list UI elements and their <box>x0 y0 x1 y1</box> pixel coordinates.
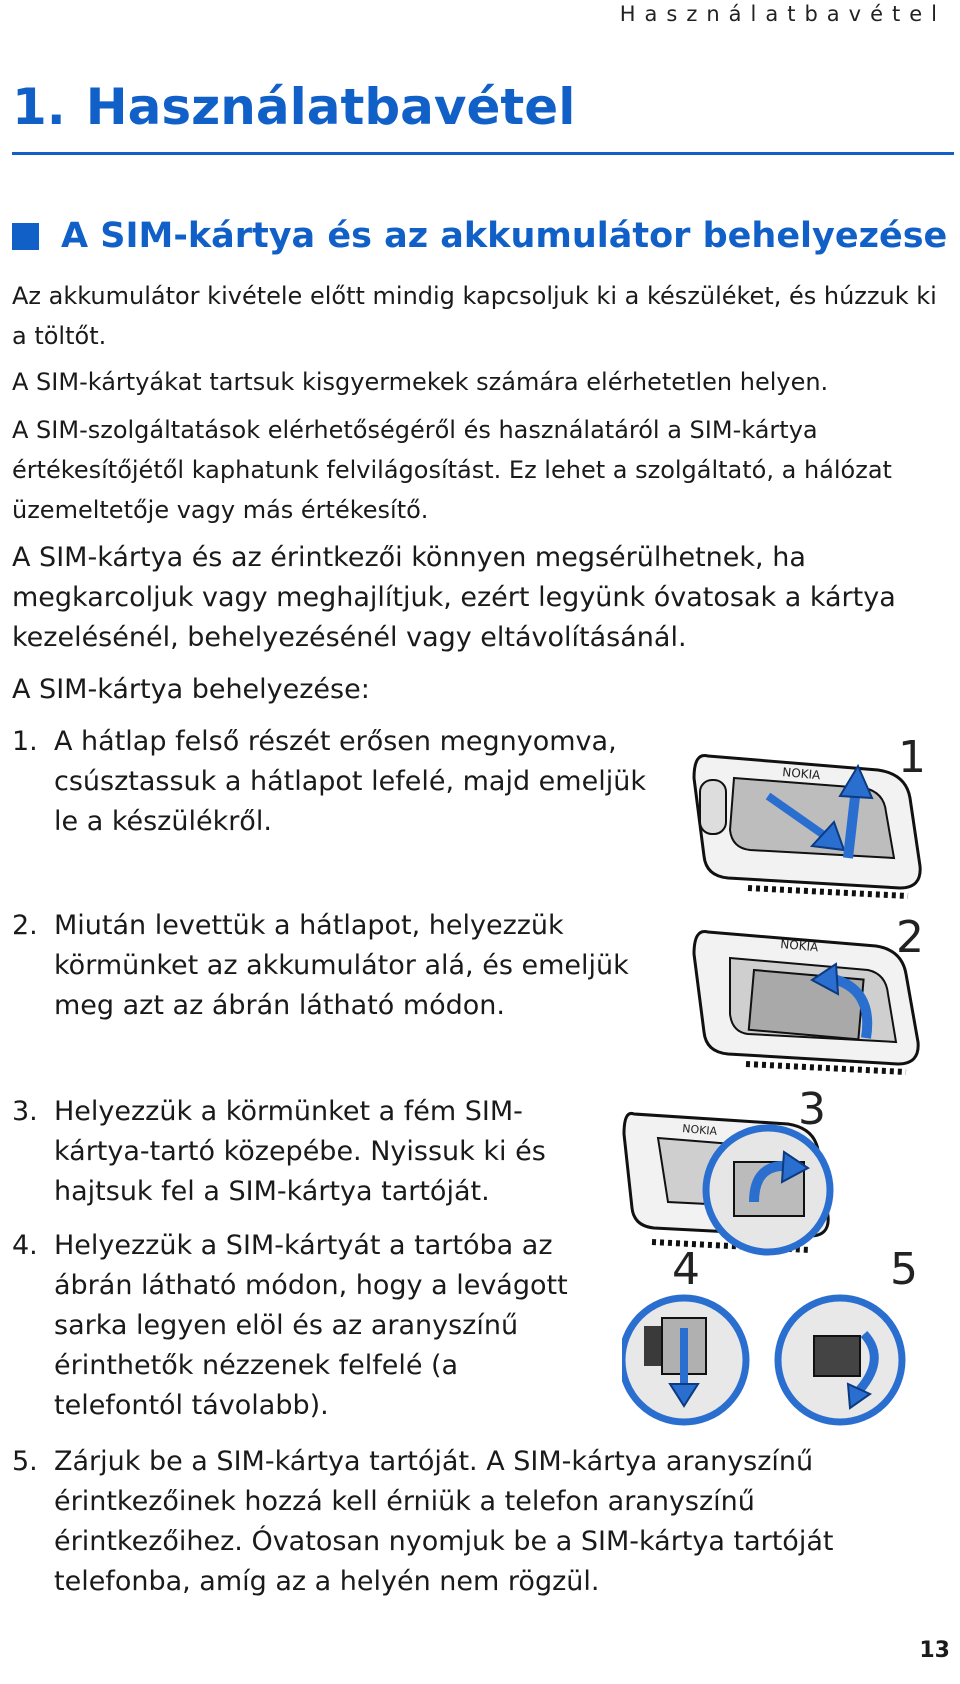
page-number: 13 <box>919 1638 950 1663</box>
step-1 <box>12 722 652 842</box>
figure-battery-removal <box>690 912 948 1088</box>
figure-label-1: 1 <box>898 732 926 783</box>
step-text: Zárjuk be a SIM-kártya tartóját. A SIM-kártya aranyszínű érintkezőinek hozzá kell érniük a telefon aranyszínű érintkezőihez. Óvatosan nyomjuk be a SIM-kártya tartóját telefonba, amíg az a helyén nem rögzül. <box>54 1446 834 1597</box>
chapter-title-text: Használatbavétel <box>85 78 576 136</box>
section-square-icon <box>12 223 39 250</box>
nokia-logo: NOKIA <box>779 937 819 955</box>
figure-back-cover-removal <box>688 732 948 908</box>
step-text: Helyezzük a SIM-kártyát a tartóba az ábrán látható módon, hogy a levágott sarka legyen elöl és az aranyszínű érinthetők nézzenek felfelé (a telefontól távolabb). <box>54 1230 568 1421</box>
step-3 <box>12 1092 612 1212</box>
step-number: 2. <box>12 910 38 941</box>
figure-label-3: 3 <box>798 1084 826 1135</box>
chapter-number: 1. <box>12 78 66 136</box>
step-text: Helyezzük a körmünket a fém SIM-kártya-tartó közepébe. Nyissuk ki és hajtsuk fel a SIM-kártya tartóját. <box>54 1096 546 1207</box>
step-number: 5. <box>12 1446 38 1477</box>
figure-label-2: 2 <box>896 912 924 963</box>
nokia-logo: NOKIA <box>781 765 821 783</box>
chapter-title <box>12 78 575 136</box>
step-5 <box>12 1442 912 1602</box>
step-number: 4. <box>12 1230 38 1261</box>
figure-label-5: 5 <box>890 1244 918 1295</box>
title-rule <box>12 152 954 155</box>
nokia-logo: NOKIA <box>681 1122 718 1139</box>
figure-label-4: 4 <box>672 1244 700 1295</box>
paragraph-sim-care: A SIM-kártya és az érintkezői könnyen megsérülhetnek, ha megkarcoljuk vagy meghajlítjuk, ezért legyünk óvatosak a kártya kezelésénél, behelyezésénél vagy eltávolításánál. <box>12 542 896 653</box>
step-number: 1. <box>12 726 38 757</box>
step-2 <box>12 906 672 1026</box>
step-4 <box>12 1226 572 1426</box>
paragraph-sim-services: A SIM-szolgáltatások elérhetőségéről és használatáról a SIM-kártya értékesítőjétől kaphatunk felvilágosítást. Ez lehet a szolgáltató, a hálózat üzemeltetője vagy más értékesítő. <box>12 416 892 524</box>
section-title <box>12 216 947 256</box>
paragraph-sim-insert-heading: A SIM-kártya behelyezése: <box>12 674 370 705</box>
paragraph-battery-warning: Az akkumulátor kivétele előtt mindig kapcsoljuk ki a készüléket, és húzzuk ki a töltőt. <box>12 282 937 350</box>
step-text: Miután levettük a hátlapot, helyezzük körmünket az akkumulátor alá, és emeljük meg azt az ábrán látható módon. <box>54 910 629 1021</box>
section-title-text: A SIM-kártya és az akkumulátor behelyezése <box>61 216 948 256</box>
step-number: 3. <box>12 1096 38 1127</box>
running-head: Használatbavétel <box>619 2 946 26</box>
paragraph-children-warning: A SIM-kártyákat tartsuk kisgyermekek számára elérhetetlen helyen. <box>12 368 829 396</box>
step-text: A hátlap felső részét erősen megnyomva, csúsztassuk a hátlapot lefelé, majd emeljük le a készülékről. <box>54 726 646 837</box>
figure-sim-insertion <box>622 1084 950 1438</box>
